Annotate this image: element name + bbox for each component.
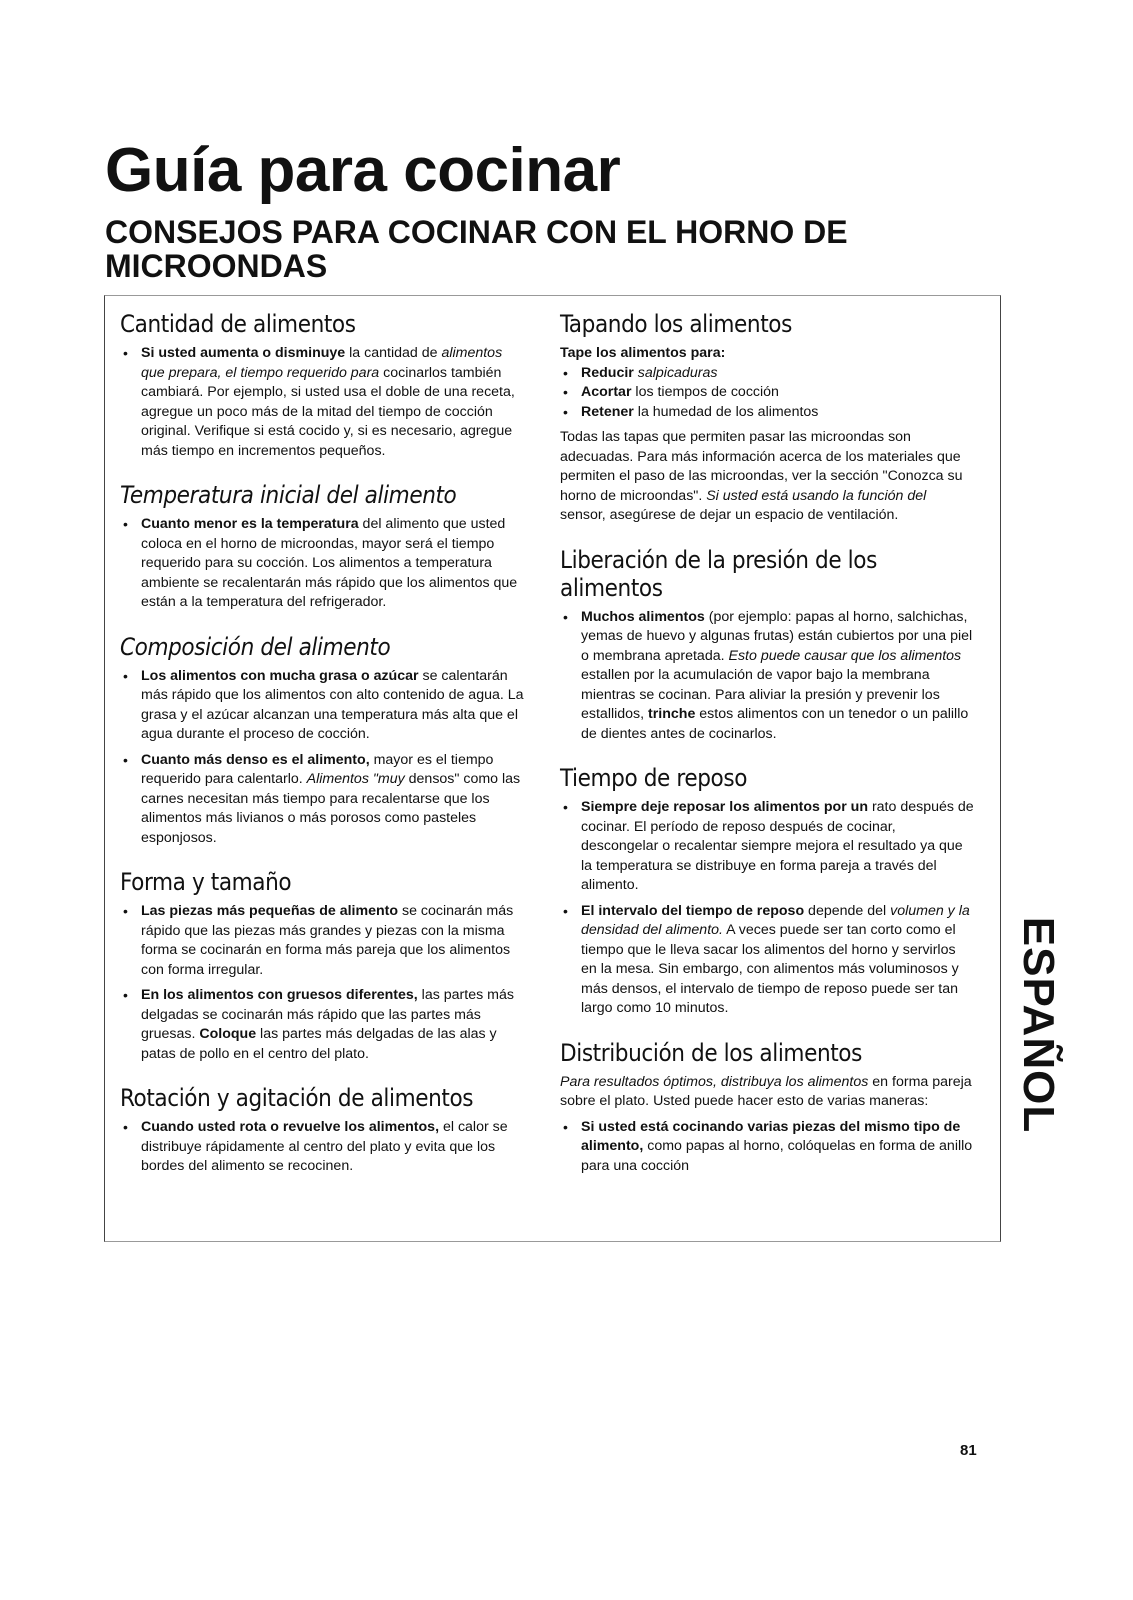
list-item: • Cuanto menor es la temperatura del alimento que usted coloca en el horno de microondas, mayor será el tiempo requerido para su cocción. Los alimentos a temperatura ambiente se recalentarán más rápido que los alimentos que están a la temperatura del refrigerador.: [123, 516, 518, 610]
bullet-icon: •: [123, 903, 128, 919]
lead-text: Tape los alimentos para:: [560, 345, 726, 361]
right-column: [560, 310, 975, 1176]
left-column: [120, 310, 525, 1177]
bullet-icon: •: [563, 799, 568, 815]
page-number: 81: [960, 1442, 977, 1459]
list-item: • El intervalo del tiempo de reposo depende del volumen y la densidad del alimento. A veces puede ser tan corto como el tiempo que le lleva sacar los alimentos del horno y servirlos en la mesa. Sin embargo, con alimentos más voluminosos y más densos, el intervalo de tiempo de reposo puede ser tan largo como 10 minutos.: [563, 902, 970, 1016]
bullet-icon: •: [563, 1118, 568, 1135]
list-item: • Las piezas más pequeñas de alimento se cocinarán más rápido que las piezas más grandes y piezas con la misma forma se cocinarán en forma más pareja que los alimentos con forma irregular.: [123, 903, 514, 978]
page-title: Guía para cocinar: [105, 136, 621, 205]
list-item: • Acortar los tiempos de cocción: [560, 383, 975, 403]
bullet-icon: •: [123, 516, 128, 532]
section-title-tapando: Tapando los alimentos: [560, 310, 792, 338]
bullet-icon: •: [563, 403, 568, 420]
list-item: • Siempre deje reposar los alimentos por un rato después de cocinar. El período de reposo después de cocinar, descongelar o recalentar siempre mejora el resultado ya que la temperatura se distribuye en forma pareja a través del alimento.: [563, 799, 974, 893]
bullet-icon: •: [123, 987, 128, 1003]
bullet-icon: •: [123, 345, 128, 361]
list-item: • En los alimentos con gruesos diferentes, las partes más delgadas se cocinarán más rápido que las partes más gruesas. Coloque las partes más delgadas de las alas y patas de pollo en el centro del plato.: [123, 987, 514, 1062]
paragraph: Para resultados óptimos, distribuya los alimentos en forma pareja sobre el plato. Usted puede hacer esto de varias maneras:: [560, 1073, 972, 1109]
list-item: • Cuanto más denso es el alimento, mayor es el tiempo requerido para calentarlo. Alimentos "muy densos" como las carnes necesitan más tiempo para recalentarse que los alimentos más livianos o más porosos como pasteles esponjosos.: [123, 751, 521, 846]
list-item: • Muchos alimentos (por ejemplo: papas al horno, salchichas, yemas de huevo y algunas frutas) están cubiertos por una piel o membrana apretada. Esto puede causar que los alimentos estallen por la acumulación de vapor bajo la membrana mientras se cocinan. Para aliviar la presión y prevenir los estallidos, trinche estos alimentos con un tenedor o un palillo de dientes antes de cocinarlos.: [563, 608, 973, 742]
section-title-distribucion: Distribución de los alimentos: [560, 1038, 862, 1067]
bullet-icon: •: [563, 364, 568, 381]
bullet-icon: •: [123, 667, 128, 684]
bullet-icon: •: [123, 1119, 128, 1135]
section-title-cantidad: Cantidad de alimentos: [120, 310, 356, 338]
list-item: • Reducir salpicaduras: [560, 364, 975, 384]
list-item: • Si usted está cocinando varias piezas del mismo tipo de alimento, como papas al horno, colóquelas en forma de anillo para una cocción: [563, 1118, 973, 1174]
page-subtitle: CONSEJOS PARA COCINAR CON EL HORNO DE MICROONDAS: [105, 214, 848, 284]
section-title-temperatura: Temperatura inicial del alimento: [120, 481, 457, 509]
bullet-icon: •: [563, 902, 568, 919]
list-item: • Retener la humedad de los alimentos: [560, 403, 975, 423]
section-title-rotacion: Rotación y agitación de alimentos: [120, 1084, 474, 1112]
paragraph: Todas las tapas que permiten pasar las microondas son adecuadas. Para más información acerca de los materiales que permiten el paso de las microondas, ver la sección "Conozca su horno de microondas". Si usted está usando la función del sensor, asegúrese de dejar un espacio de ventilación.: [560, 429, 963, 523]
language-side-tab: ESPAÑOL: [1014, 916, 1063, 1134]
bullet-icon: •: [563, 608, 568, 625]
bullet-icon: •: [123, 751, 128, 768]
bullet-icon: •: [563, 384, 568, 400]
section-title-reposo: Tiempo de reposo: [560, 764, 748, 792]
list-item: • Si usted aumenta o disminuye la cantidad de alimentos que prepara, el tiempo requerido para cocinarlos también cambiará. Por ejemplo, si usted usa el doble de una receta, agregue un poco más de la mitad del tiempo de cocción original. Verifique si está cocido y, si es necesario, agregue más tiempo en incrementos pequeños.: [123, 345, 515, 459]
list-item: • Los alimentos con mucha grasa o azúcar se calentarán más rápido que los alimentos con alto contenido de agua. La grasa y el azúcar alcanzan una temperatura más alta que el agua durante el proceso de cocción.: [123, 667, 524, 742]
section-title-forma: Forma y tamaño: [120, 868, 292, 896]
section-title-composicion: Composición del alimento: [120, 632, 391, 661]
list-item: • Cuando usted rota o revuelve los alimentos, el calor se distribuye rápidamente al centro del plato y evita que los bordes del alimento se recocinen.: [123, 1119, 508, 1174]
section-title-liberacion: Liberación de la presión de los alimentos: [560, 545, 877, 602]
